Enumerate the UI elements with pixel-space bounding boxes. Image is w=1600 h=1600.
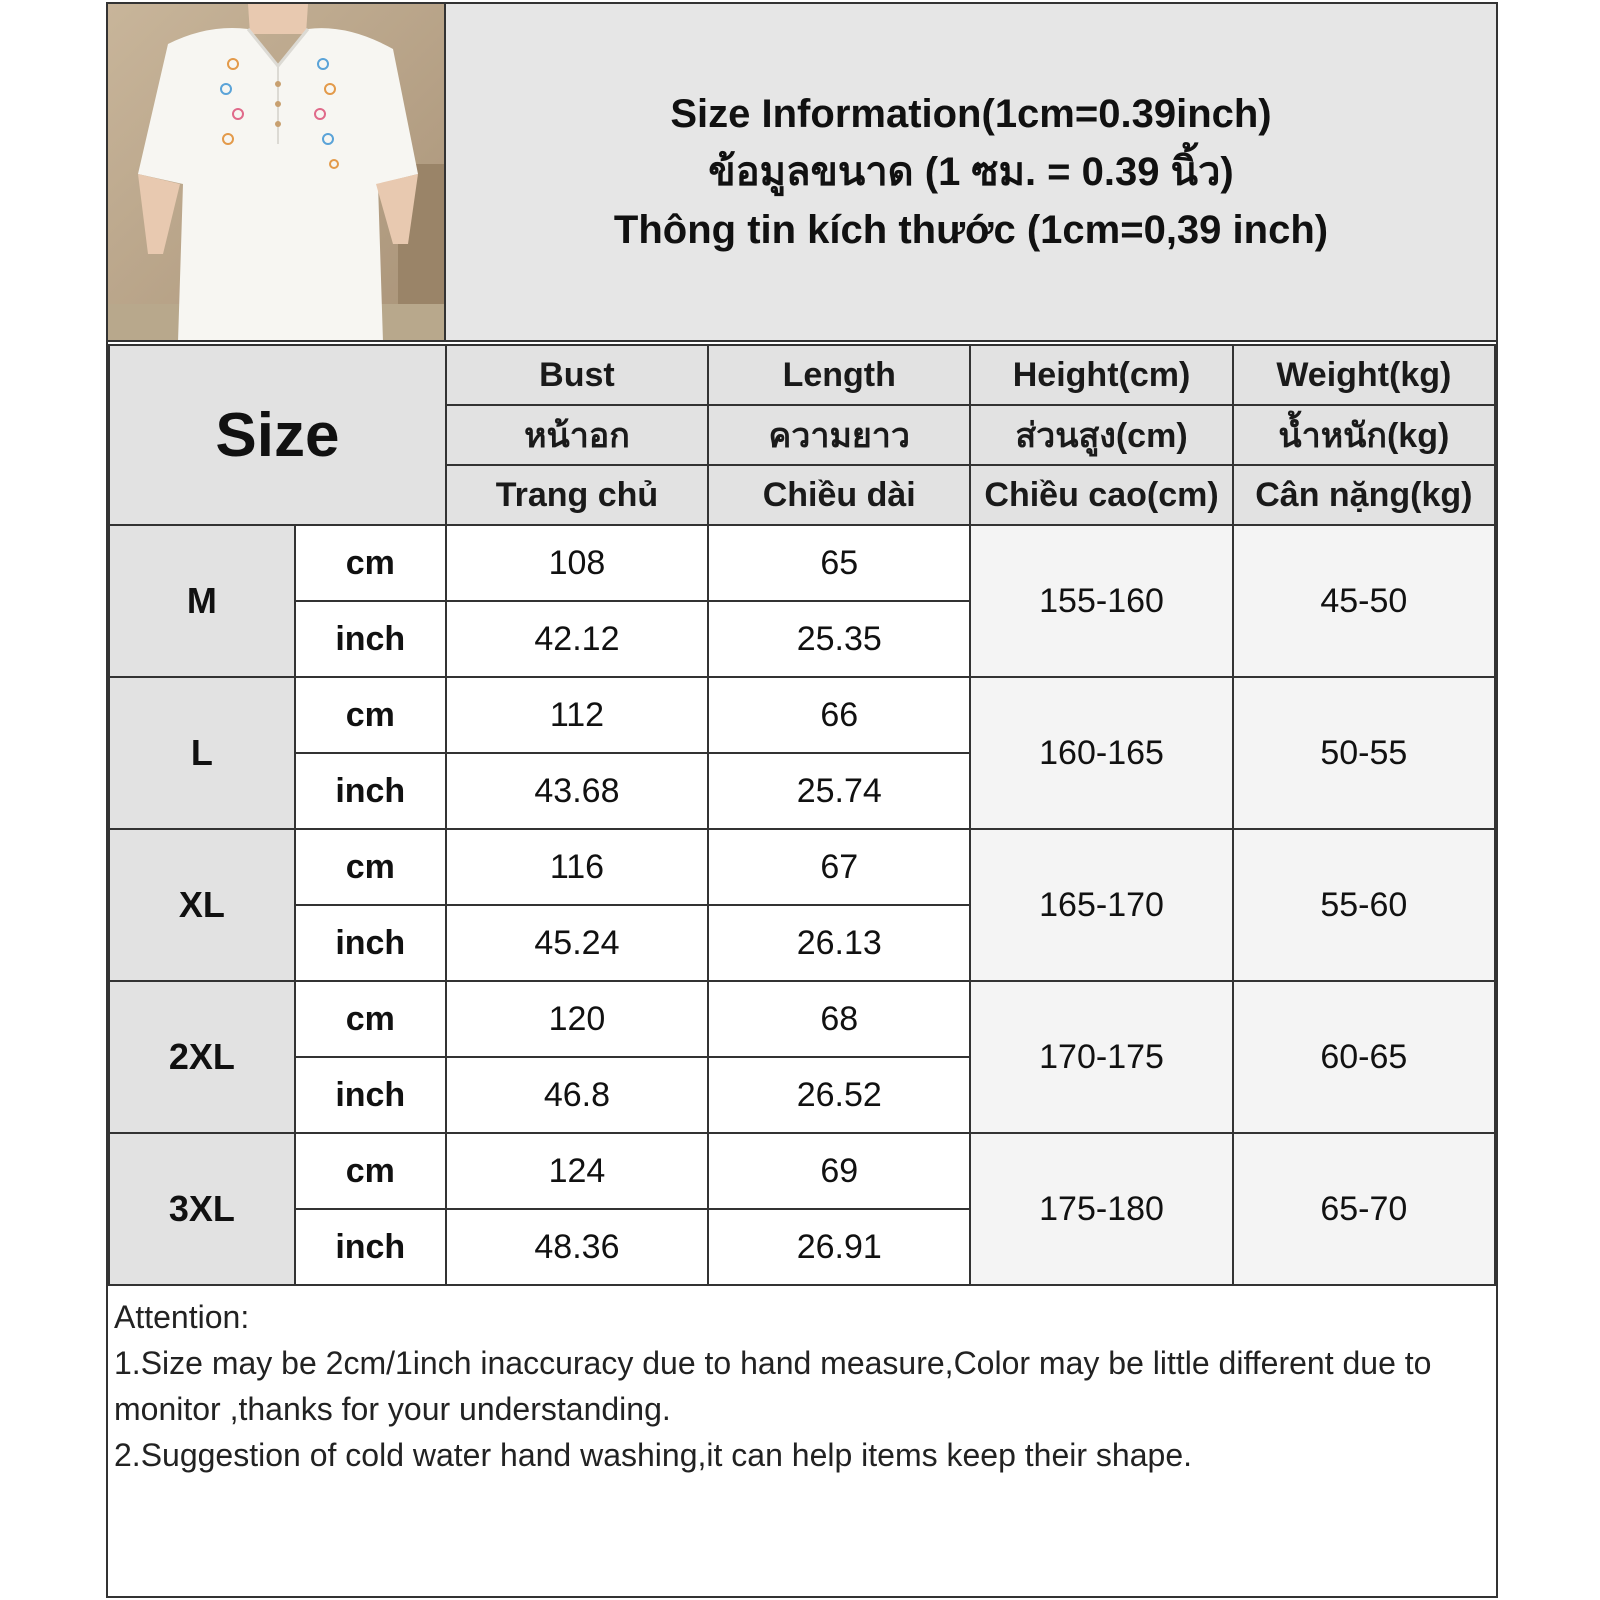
weight-header-en: Weight(kg): [1233, 345, 1495, 405]
size-label: L: [109, 677, 295, 829]
size-label: 3XL: [109, 1133, 295, 1285]
length-inch-value: 25.35: [708, 601, 970, 677]
length-header-en: Length: [708, 345, 970, 405]
title-thai: ข้อมูลขนาด (1 ซม. = 0.39 นิ้ว): [708, 150, 1234, 194]
length-cm-value: 65: [708, 525, 970, 601]
unit-label: inch: [295, 1209, 446, 1285]
size-table: [108, 344, 1496, 1286]
size-label: M: [109, 525, 295, 677]
unit-label: inch: [295, 905, 446, 981]
weight-range: 55-60: [1233, 829, 1495, 981]
unit-label: cm: [295, 1133, 446, 1209]
bust-inch-value: 46.8: [446, 1057, 708, 1133]
bust-cm-value: 116: [446, 829, 708, 905]
size-information-title: [446, 4, 1496, 342]
bust-header-vi: Trang chủ: [446, 465, 708, 525]
unit-label: inch: [295, 1057, 446, 1133]
unit-label: inch: [295, 753, 446, 829]
attention-line-2: 2.Suggestion of cold water hand washing,it can help items keep their shape.: [114, 1437, 1192, 1473]
bust-cm-value: 112: [446, 677, 708, 753]
weight-range: 50-55: [1233, 677, 1495, 829]
attention-note: [114, 1294, 1494, 1478]
table-row: [109, 829, 1495, 905]
unit-label: cm: [295, 829, 446, 905]
attention-line-1: 1.Size may be 2cm/1inch inaccuracy due to hand measure,Color may be little different due to monitor ,thanks for your understanding.: [114, 1345, 1432, 1427]
height-range: 175-180: [970, 1133, 1232, 1285]
table-row: [109, 981, 1495, 1057]
bust-inch-value: 43.68: [446, 753, 708, 829]
size-label: 2XL: [109, 981, 295, 1133]
bust-inch-value: 48.36: [446, 1209, 708, 1285]
bust-cm-value: 108: [446, 525, 708, 601]
weight-header-th: น้ำหนัก(kg): [1233, 405, 1495, 465]
model-wearing-blouse-image: [108, 4, 446, 342]
height-range: 170-175: [970, 981, 1232, 1133]
height-range: 155-160: [970, 525, 1232, 677]
length-inch-value: 25.74: [708, 753, 970, 829]
height-header-vi: Chiều cao(cm): [970, 465, 1232, 525]
title-vietnamese: Thông tin kích thước (1cm=0,39 inch): [613, 208, 1329, 252]
product-photo: [108, 4, 446, 342]
length-header-th: ความยาว: [708, 405, 970, 465]
length-cm-value: 68: [708, 981, 970, 1057]
attention-heading: Attention:: [114, 1299, 250, 1335]
bust-cm-value: 120: [446, 981, 708, 1057]
height-header-en: Height(cm): [970, 345, 1232, 405]
size-chart: [106, 2, 1498, 1598]
bust-header-en: Bust: [446, 345, 708, 405]
table-row: [109, 525, 1495, 601]
length-cm-value: 67: [708, 829, 970, 905]
length-inch-value: 26.13: [708, 905, 970, 981]
length-header-vi: Chiều dài: [708, 465, 970, 525]
weight-range: 60-65: [1233, 981, 1495, 1133]
unit-label: cm: [295, 677, 446, 753]
height-header-th: ส่วนสูง(cm): [970, 405, 1232, 465]
weight-header-vi: Cân nặng(kg): [1233, 465, 1495, 525]
length-cm-value: 66: [708, 677, 970, 753]
length-inch-value: 26.52: [708, 1057, 970, 1133]
table-row: [109, 677, 1495, 753]
size-column-header: Size: [109, 345, 446, 525]
bust-header-th: หน้าอก: [446, 405, 708, 465]
bust-inch-value: 42.12: [446, 601, 708, 677]
height-range: 165-170: [970, 829, 1232, 981]
height-range: 160-165: [970, 677, 1232, 829]
unit-label: cm: [295, 981, 446, 1057]
weight-range: 45-50: [1233, 525, 1495, 677]
unit-label: inch: [295, 601, 446, 677]
unit-label: cm: [295, 525, 446, 601]
table-row: [109, 1133, 1495, 1209]
weight-range: 65-70: [1233, 1133, 1495, 1285]
title-english: Size Information(1cm=0.39inch): [670, 92, 1272, 136]
length-cm-value: 69: [708, 1133, 970, 1209]
bust-cm-value: 124: [446, 1133, 708, 1209]
length-inch-value: 26.91: [708, 1209, 970, 1285]
bust-inch-value: 45.24: [446, 905, 708, 981]
size-label: XL: [109, 829, 295, 981]
